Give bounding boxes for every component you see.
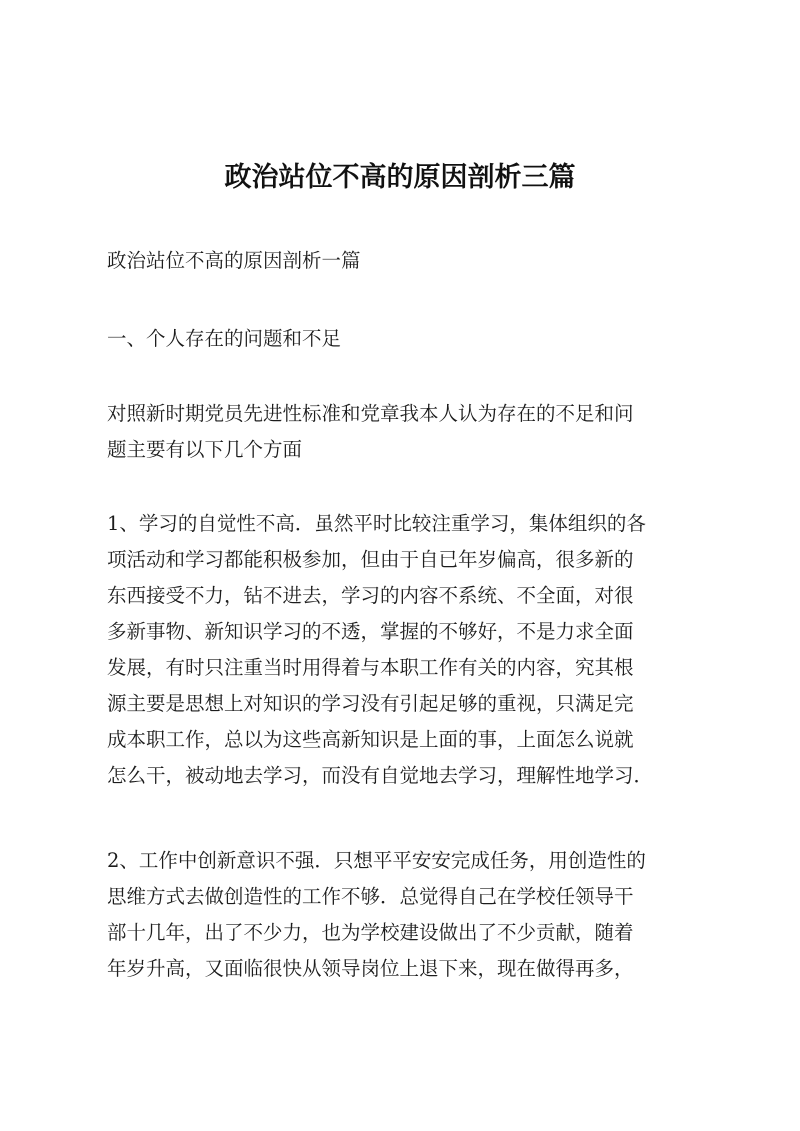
section-heading-line: 一、个人存在的问题和不足	[107, 327, 342, 350]
paragraph-line: 部十几年，出了不少力，也为学校建设做出了不少贡献，随着	[107, 921, 634, 944]
paragraph-line: 发展，有时只注重当时用得着与本职工作有关的内容，究其根	[107, 656, 634, 679]
paragraph-line: 2、工作中创新意识不强．只想平平安安完成任务，用创造性的	[107, 849, 646, 872]
paragraph-line: 成本职工作，总以为这些高新知识是上面的事，上面怎么说就	[107, 728, 634, 751]
paragraph-line: 多新事物、新知识学习的不透，掌握的不够好，不是力求全面	[107, 620, 634, 643]
paragraph-line: 思维方式去做创造性的工作不够．总觉得自己在学校任领导干	[107, 885, 634, 908]
intro-paragraph	[107, 396, 697, 468]
section-heading	[107, 321, 697, 357]
paragraph-line: 项活动和学习都能积极参加，但由于自已年岁偏高，很多新的	[107, 548, 634, 571]
paragraph-line: 对照新时期党员先进性标准和党章我本人认为存在的不足和问	[107, 402, 634, 425]
subtitle-line: 政治站位不高的原因剖析一篇	[107, 249, 361, 272]
paragraph-line: 年岁升高，又面临很快从领导岗位上退下来，现在做得再多，	[107, 957, 634, 980]
document-subtitle	[107, 243, 697, 279]
paragraph-line: 源主要是思想上对知识的学习没有引起足够的重视，只满足完	[107, 692, 634, 715]
paragraph-line: 东西接受不力，钻不进去，学习的内容不系统、不全面，对很	[107, 584, 634, 607]
paragraph-line: 1、学习的自觉性不高．虽然平时比较注重学习，集体组织的各	[107, 512, 646, 535]
paragraph-line: 题主要有以下几个方面	[107, 438, 303, 461]
item1-paragraph	[107, 506, 697, 794]
item2-paragraph	[107, 843, 697, 987]
document-title: 政治站位不高的原因剖析三篇	[224, 162, 576, 193]
paragraph-line: 怎么干，被动地去学习，而没有自觉地去学习，理解性地学习．	[107, 764, 654, 787]
